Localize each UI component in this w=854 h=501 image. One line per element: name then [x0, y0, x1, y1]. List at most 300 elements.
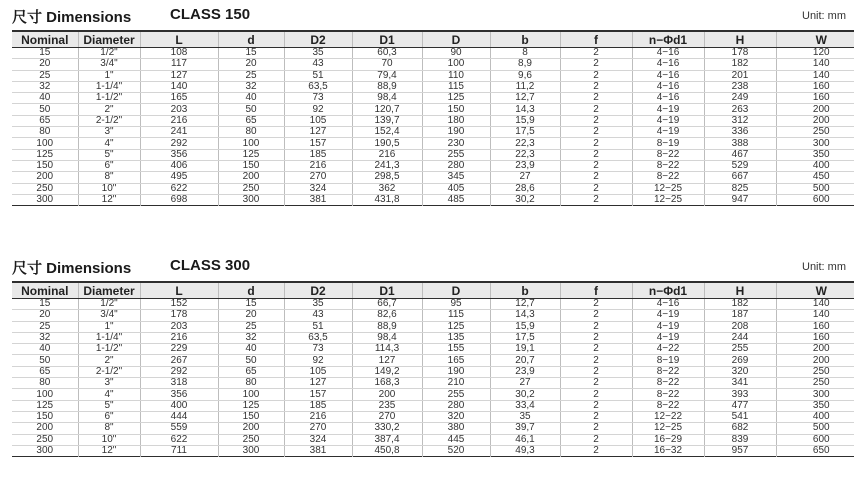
- table-cell: 125: [12, 149, 78, 160]
- table-cell: 529: [704, 160, 776, 171]
- table-cell: 200: [12, 172, 78, 183]
- table-cell: 127: [284, 378, 352, 389]
- table-cell: 2: [560, 378, 632, 389]
- table-cell: 200: [218, 423, 284, 434]
- table-cell: 200: [776, 355, 854, 366]
- table-cell: 190,5: [352, 138, 422, 149]
- table-cell: 216: [140, 115, 218, 126]
- table-cell: 356: [140, 149, 218, 160]
- column-header: L: [140, 282, 218, 299]
- table-cell: 15: [218, 48, 284, 59]
- table-cell: 387,4: [352, 434, 422, 445]
- table-cell: 2: [560, 400, 632, 411]
- table-cell: 362: [352, 183, 422, 194]
- table-cell: 51: [284, 70, 352, 81]
- column-header: D2: [284, 282, 352, 299]
- table-cell: 216: [352, 149, 422, 160]
- table-cell: 250: [218, 434, 284, 445]
- table-cell: 947: [704, 194, 776, 205]
- table-cell: 839: [704, 434, 776, 445]
- table-cell: 178: [140, 310, 218, 321]
- table-row: [12, 70, 854, 81]
- unit-label: Unit: mm: [802, 10, 846, 22]
- table-cell: 35: [284, 299, 352, 310]
- table-cell: 4−19: [632, 332, 704, 343]
- column-header: W: [776, 31, 854, 48]
- table-cell: 17,5: [490, 127, 560, 138]
- table-cell: 110: [422, 70, 490, 81]
- table-row: [12, 344, 854, 355]
- table-cell: 160: [776, 332, 854, 343]
- table-cell: 150: [422, 104, 490, 115]
- table-cell: 16−29: [632, 434, 704, 445]
- table-cell: 4−19: [632, 104, 704, 115]
- table-cell: 19,1: [490, 344, 560, 355]
- table-cell: 2: [560, 59, 632, 70]
- table-cell: 12−22: [632, 411, 704, 422]
- table-cell: 20: [12, 59, 78, 70]
- table-cell: 32: [218, 332, 284, 343]
- table-cell: 98,4: [352, 332, 422, 343]
- table-cell: 3/4": [78, 310, 140, 321]
- table-cell: 127: [284, 127, 352, 138]
- table-cell: 14,3: [490, 310, 560, 321]
- table-cell: 43: [284, 310, 352, 321]
- table-cell: 155: [422, 344, 490, 355]
- table-cell: 160: [776, 93, 854, 104]
- table-cell: 255: [422, 389, 490, 400]
- column-header: D2: [284, 31, 352, 48]
- table-cell: 2: [560, 183, 632, 194]
- table-row: [12, 172, 854, 183]
- table-cell: 35: [284, 48, 352, 59]
- table-cell: 520: [422, 445, 490, 456]
- table-cell: 229: [140, 344, 218, 355]
- table-cell: 230: [422, 138, 490, 149]
- table-cell: 135: [422, 332, 490, 343]
- table-cell: 165: [140, 93, 218, 104]
- table-row: [12, 434, 854, 445]
- table-cell: 356: [140, 389, 218, 400]
- table-cell: 92: [284, 355, 352, 366]
- table-cell: 1-1/2": [78, 344, 140, 355]
- table-cell: 139,7: [352, 115, 422, 126]
- table-cell: 2-1/2": [78, 115, 140, 126]
- table-cell: 140: [776, 70, 854, 81]
- table-cell: 100: [12, 389, 78, 400]
- table-cell: 825: [704, 183, 776, 194]
- table-cell: 150: [218, 160, 284, 171]
- table-cell: 152,4: [352, 127, 422, 138]
- table-cell: 80: [218, 127, 284, 138]
- column-header: Diameter: [78, 31, 140, 48]
- table-cell: 250: [776, 366, 854, 377]
- table-cell: 39,7: [490, 423, 560, 434]
- table-row: [12, 93, 854, 104]
- table-cell: 10": [78, 183, 140, 194]
- table-cell: 203: [140, 104, 218, 115]
- table-cell: 73: [284, 93, 352, 104]
- table-cell: 8,9: [490, 59, 560, 70]
- table-cell: 270: [284, 172, 352, 183]
- table-cell: 1-1/4": [78, 81, 140, 92]
- column-header: H: [704, 31, 776, 48]
- table-cell: 380: [422, 423, 490, 434]
- table-cell: 120: [776, 48, 854, 59]
- table-cell: 32: [12, 81, 78, 92]
- table-cell: 381: [284, 194, 352, 205]
- table-cell: 8−22: [632, 366, 704, 377]
- table-cell: 28,6: [490, 183, 560, 194]
- header-row: [12, 282, 854, 299]
- table-cell: 2: [560, 344, 632, 355]
- table-cell: 12": [78, 194, 140, 205]
- table-cell: 445: [422, 434, 490, 445]
- table-cell: 388: [704, 138, 776, 149]
- table-cell: 8: [490, 48, 560, 59]
- table-cell: 381: [284, 445, 352, 456]
- table-cell: 200: [352, 389, 422, 400]
- table-cell: 114,3: [352, 344, 422, 355]
- dimensions-table-class-300: [12, 281, 854, 457]
- table-cell: 98,4: [352, 93, 422, 104]
- table-cell: 467: [704, 149, 776, 160]
- table-cell: 4−19: [632, 127, 704, 138]
- table-cell: 40: [218, 93, 284, 104]
- table-cell: 105: [284, 366, 352, 377]
- table-cell: 105: [284, 115, 352, 126]
- table-cell: 406: [140, 160, 218, 171]
- table-cell: 2": [78, 104, 140, 115]
- table-cell: 117: [140, 59, 218, 70]
- table-cell: 4−22: [632, 344, 704, 355]
- table-cell: 88,9: [352, 321, 422, 332]
- table-cell: 43: [284, 59, 352, 70]
- table-cell: 46,1: [490, 434, 560, 445]
- table-cell: 210: [422, 378, 490, 389]
- table-cell: 324: [284, 434, 352, 445]
- table-cell: 6": [78, 160, 140, 171]
- table-cell: 25: [218, 321, 284, 332]
- table-cell: 3": [78, 127, 140, 138]
- table-cell: 300: [776, 389, 854, 400]
- table-cell: 150: [12, 411, 78, 422]
- table-cell: 160: [776, 81, 854, 92]
- table-cell: 500: [776, 423, 854, 434]
- table-cell: 30,2: [490, 194, 560, 205]
- table-cell: 2: [560, 127, 632, 138]
- table-cell: 241,3: [352, 160, 422, 171]
- table-cell: 180: [422, 115, 490, 126]
- column-header: D1: [352, 282, 422, 299]
- table-cell: 15,9: [490, 115, 560, 126]
- table-cell: 60,3: [352, 48, 422, 59]
- table-cell: 4−19: [632, 310, 704, 321]
- column-header: d: [218, 282, 284, 299]
- table-cell: 1-1/2": [78, 93, 140, 104]
- table-cell: 88,9: [352, 81, 422, 92]
- table-cell: 15: [12, 299, 78, 310]
- table-cell: 14,3: [490, 104, 560, 115]
- table-cell: 12": [78, 445, 140, 456]
- table-cell: 1/2": [78, 48, 140, 59]
- table-row: [12, 160, 854, 171]
- table-cell: 250: [776, 127, 854, 138]
- table-cell: 485: [422, 194, 490, 205]
- table-row: [12, 81, 854, 92]
- table-cell: 25: [218, 70, 284, 81]
- table-cell: 150: [218, 411, 284, 422]
- table-cell: 600: [776, 434, 854, 445]
- table-cell: 600: [776, 194, 854, 205]
- table-cell: 40: [218, 344, 284, 355]
- table-cell: 203: [140, 321, 218, 332]
- table-cell: 269: [704, 355, 776, 366]
- table-cell: 682: [704, 423, 776, 434]
- table-cell: 200: [218, 172, 284, 183]
- table-cell: 182: [704, 59, 776, 70]
- column-header: Diameter: [78, 282, 140, 299]
- table-cell: 650: [776, 445, 854, 456]
- table-cell: 8": [78, 172, 140, 183]
- table-cell: 2": [78, 355, 140, 366]
- table-cell: 4−16: [632, 93, 704, 104]
- table-cell: 300: [776, 138, 854, 149]
- table-cell: 698: [140, 194, 218, 205]
- table-cell: 127: [352, 355, 422, 366]
- table-cell: 541: [704, 411, 776, 422]
- table-cell: 255: [704, 344, 776, 355]
- table-cell: 70: [352, 59, 422, 70]
- table-cell: 157: [284, 138, 352, 149]
- table-cell: 2: [560, 160, 632, 171]
- table-cell: 2: [560, 104, 632, 115]
- table-cell: 201: [704, 70, 776, 81]
- table-cell: 2-1/2": [78, 366, 140, 377]
- table-row: [12, 115, 854, 126]
- column-header: L: [140, 31, 218, 48]
- table-row: [12, 332, 854, 343]
- table-cell: 667: [704, 172, 776, 183]
- table-cell: 20,7: [490, 355, 560, 366]
- table-cell: 250: [218, 183, 284, 194]
- table-cell: 65: [12, 115, 78, 126]
- table-cell: 50: [12, 104, 78, 115]
- table-cell: 27: [490, 172, 560, 183]
- table-cell: 298,5: [352, 172, 422, 183]
- table-cell: 15: [12, 48, 78, 59]
- table-cell: 149,2: [352, 366, 422, 377]
- table-cell: 2: [560, 310, 632, 321]
- table-cell: 190: [422, 366, 490, 377]
- table-cell: 65: [218, 366, 284, 377]
- table-cell: 400: [140, 400, 218, 411]
- table-cell: 20: [12, 310, 78, 321]
- table-cell: 10": [78, 434, 140, 445]
- table-cell: 263: [704, 104, 776, 115]
- table-cell: 270: [284, 423, 352, 434]
- table-cell: 8": [78, 423, 140, 434]
- table-cell: 100: [12, 138, 78, 149]
- table-cell: 12,7: [490, 299, 560, 310]
- table-cell: 235: [352, 400, 422, 411]
- table-cell: 152: [140, 299, 218, 310]
- table-cell: 280: [422, 400, 490, 411]
- table-cell: 495: [140, 172, 218, 183]
- table-cell: 65: [12, 366, 78, 377]
- table-cell: 127: [140, 70, 218, 81]
- table-row: [12, 183, 854, 194]
- table-cell: 350: [776, 149, 854, 160]
- table-cell: 244: [704, 332, 776, 343]
- table-cell: 125: [12, 400, 78, 411]
- table-cell: 318: [140, 378, 218, 389]
- table-cell: 2: [560, 332, 632, 343]
- table-cell: 2: [560, 366, 632, 377]
- column-header: W: [776, 282, 854, 299]
- table-cell: 150: [12, 160, 78, 171]
- table-cell: 4−19: [632, 115, 704, 126]
- table-cell: 8−22: [632, 160, 704, 171]
- table-cell: 280: [422, 160, 490, 171]
- table-cell: 5": [78, 400, 140, 411]
- table-cell: 405: [422, 183, 490, 194]
- table-cell: 2: [560, 434, 632, 445]
- table-row: [12, 400, 854, 411]
- table-cell: 292: [140, 366, 218, 377]
- table-cell: 35: [490, 411, 560, 422]
- table-cell: 125: [218, 149, 284, 160]
- table-cell: 345: [422, 172, 490, 183]
- table-cell: 216: [284, 160, 352, 171]
- table-cell: 8−22: [632, 149, 704, 160]
- table-cell: 6": [78, 411, 140, 422]
- section-header: [12, 255, 846, 281]
- table-row: [12, 194, 854, 205]
- table-cell: 8−19: [632, 355, 704, 366]
- table-cell: 393: [704, 389, 776, 400]
- table-cell: 80: [218, 378, 284, 389]
- table-cell: 140: [776, 59, 854, 70]
- class-150-section: [12, 4, 846, 206]
- table-cell: 400: [776, 411, 854, 422]
- section-header: [12, 4, 846, 30]
- table-cell: 216: [140, 332, 218, 343]
- table-cell: 200: [776, 115, 854, 126]
- table-cell: 8−22: [632, 389, 704, 400]
- table-cell: 320: [422, 411, 490, 422]
- table-cell: 622: [140, 434, 218, 445]
- table-cell: 2: [560, 321, 632, 332]
- table-row: [12, 411, 854, 422]
- table-cell: 200: [776, 104, 854, 115]
- table-cell: 270: [352, 411, 422, 422]
- table-cell: 2: [560, 299, 632, 310]
- table-cell: 15,9: [490, 321, 560, 332]
- table-cell: 300: [36, 445, 54, 456]
- table-cell: 336: [704, 127, 776, 138]
- class-300-section: [12, 255, 846, 457]
- table-cell: 22,3: [490, 149, 560, 160]
- column-header: d: [218, 31, 284, 48]
- table-cell: 12−25: [632, 423, 704, 434]
- table-cell: 2: [560, 115, 632, 126]
- table-body: [12, 48, 854, 206]
- table-cell: 125: [422, 93, 490, 104]
- table-cell: 63,5: [284, 81, 352, 92]
- column-header: H: [704, 282, 776, 299]
- table-cell: 82,6: [352, 310, 422, 321]
- section-title: 尺寸 Dimensions: [12, 260, 132, 277]
- table-cell: 80: [12, 378, 78, 389]
- table-cell: 2: [560, 93, 632, 104]
- table-cell: 238: [704, 81, 776, 92]
- table-row: [12, 59, 854, 70]
- table-cell: 8−22: [632, 400, 704, 411]
- table-cell: 25: [12, 70, 78, 81]
- table-cell: 250: [12, 183, 78, 194]
- table-cell: 51: [284, 321, 352, 332]
- column-header: D: [422, 282, 490, 299]
- table-cell: 17,5: [490, 332, 560, 343]
- table-cell: 200: [12, 423, 78, 434]
- table-row: [12, 104, 854, 115]
- table-cell: 95: [422, 299, 490, 310]
- table-cell: 312: [704, 115, 776, 126]
- table-cell: 185: [284, 400, 352, 411]
- column-header: n−Φd1: [632, 282, 704, 299]
- table-cell: 20: [218, 59, 284, 70]
- table-cell: 241: [140, 127, 218, 138]
- table-cell: 3/4": [78, 59, 140, 70]
- table-cell: 341: [704, 378, 776, 389]
- table-cell: 2: [560, 445, 632, 456]
- table-cell: 65: [218, 115, 284, 126]
- table-cell: 2: [560, 411, 632, 422]
- table-cell: 90: [422, 48, 490, 59]
- table-row: [12, 389, 854, 400]
- table-cell: 4−16: [632, 48, 704, 59]
- table-cell: 8−22: [632, 378, 704, 389]
- table-cell: 160: [776, 321, 854, 332]
- table-cell: 250: [776, 378, 854, 389]
- table-cell: 4": [78, 389, 140, 400]
- table-cell: 2: [560, 70, 632, 81]
- column-header: f: [560, 31, 632, 48]
- table-cell: 5": [78, 149, 140, 160]
- class-label: CLASS 150: [170, 6, 251, 23]
- table-cell: 157: [284, 389, 352, 400]
- table-row: [12, 378, 854, 389]
- column-header: b: [490, 31, 560, 48]
- table-cell: 27: [490, 378, 560, 389]
- table-cell: 185: [284, 149, 352, 160]
- table-cell: 100: [218, 389, 284, 400]
- table-cell: 444: [140, 411, 218, 422]
- unit-label: Unit: mm: [802, 261, 846, 273]
- table-cell: 255: [422, 149, 490, 160]
- table-cell: 450,8: [352, 445, 422, 456]
- table-cell: 11,2: [490, 81, 560, 92]
- table-row: [12, 321, 854, 332]
- table-cell: 477: [704, 400, 776, 411]
- table-cell: 100: [218, 138, 284, 149]
- table-cell: 32: [12, 332, 78, 343]
- table-cell: 25: [12, 321, 78, 332]
- table-cell: 140: [776, 310, 854, 321]
- table-cell: 249: [704, 93, 776, 104]
- column-header: n−Φd1: [632, 31, 704, 48]
